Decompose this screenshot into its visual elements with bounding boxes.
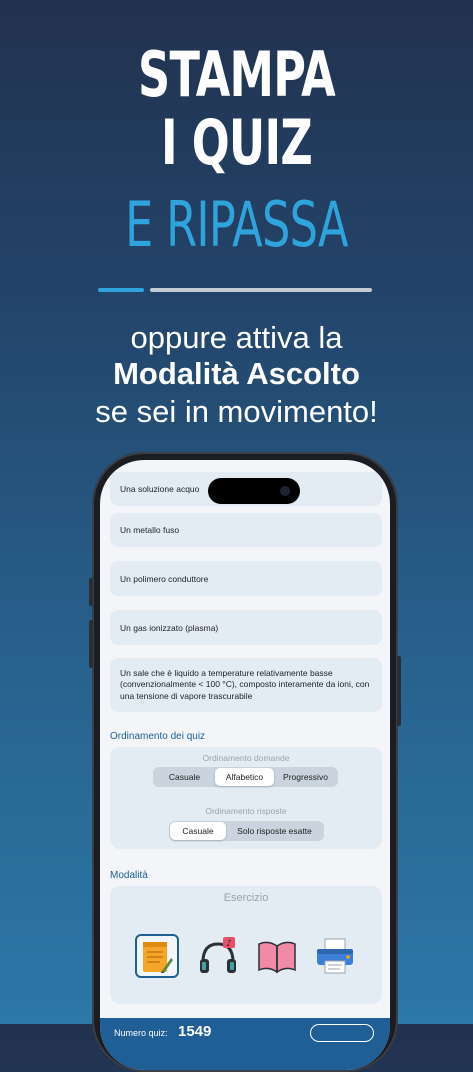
segment-solo-risposte-esatte[interactable]: Solo risposte esatte	[237, 826, 312, 836]
quiz-count-value: 1549	[178, 1023, 212, 1040]
notepad-icon[interactable]	[135, 934, 179, 978]
ordering-card	[110, 747, 382, 849]
segment-casuale[interactable]: Casuale	[170, 822, 226, 840]
answer-option[interactable]: Un sale che è liquido a temperature relativamente basse (convenzionalmente < 100 °C), composto interamente da ioni, con una tensione di vapore trascurabile	[110, 658, 382, 712]
questions-ordering-control	[153, 767, 338, 787]
subheadline-line-1: oppure attiva la	[130, 320, 343, 355]
answer-option[interactable]: Una soluzione acquo	[110, 472, 382, 506]
dynamic-island	[208, 478, 300, 504]
subheadline-line-2: Modalità Ascolto	[113, 356, 360, 391]
answer-option[interactable]: Un polimero conduttore	[110, 561, 382, 596]
answers-ordering-label: Ordinamento risposte	[205, 806, 287, 816]
questions-ordering-label: Ordinamento domande	[202, 753, 290, 763]
headphones-icon[interactable]	[196, 934, 240, 978]
headline-line-2: I QUIZ	[160, 106, 312, 179]
quiz-count-label: Numero quiz:	[114, 1028, 168, 1038]
phone-button	[89, 578, 93, 606]
answers-ordering-control	[169, 821, 324, 841]
phone-mockup	[92, 452, 398, 1072]
current-mode-label: Esercizio	[223, 892, 269, 904]
segment-progressivo[interactable]: Progressivo	[283, 772, 328, 782]
open-book-icon[interactable]	[255, 934, 299, 978]
phone-screen	[100, 460, 390, 1070]
bottom-bar	[100, 1018, 390, 1070]
answer-option[interactable]: Un metallo fuso	[110, 513, 382, 547]
answer-option[interactable]: Un gas ionizzato (plasma)	[110, 610, 382, 645]
start-button[interactable]	[310, 1024, 374, 1042]
segment-alfabetico[interactable]: Alfabetico	[215, 768, 274, 786]
phone-button	[397, 656, 401, 726]
divider-line	[150, 288, 372, 292]
mode-card	[110, 886, 382, 1004]
ordering-section-title: Ordinamento dei quiz	[110, 731, 206, 742]
headline-line-3: E RIPASSA	[125, 188, 348, 261]
printer-icon[interactable]	[313, 934, 357, 978]
svg-text:♪: ♪	[226, 939, 232, 949]
phone-button	[89, 620, 93, 668]
divider-accent	[98, 288, 144, 292]
headline-line-1: STAMPA	[138, 38, 335, 111]
subheadline-line-3: se sei in movimento!	[95, 394, 378, 429]
segment-casuale[interactable]: Casuale	[168, 772, 201, 782]
camera-icon	[280, 486, 290, 496]
mode-section-title: Modalità	[110, 870, 148, 881]
